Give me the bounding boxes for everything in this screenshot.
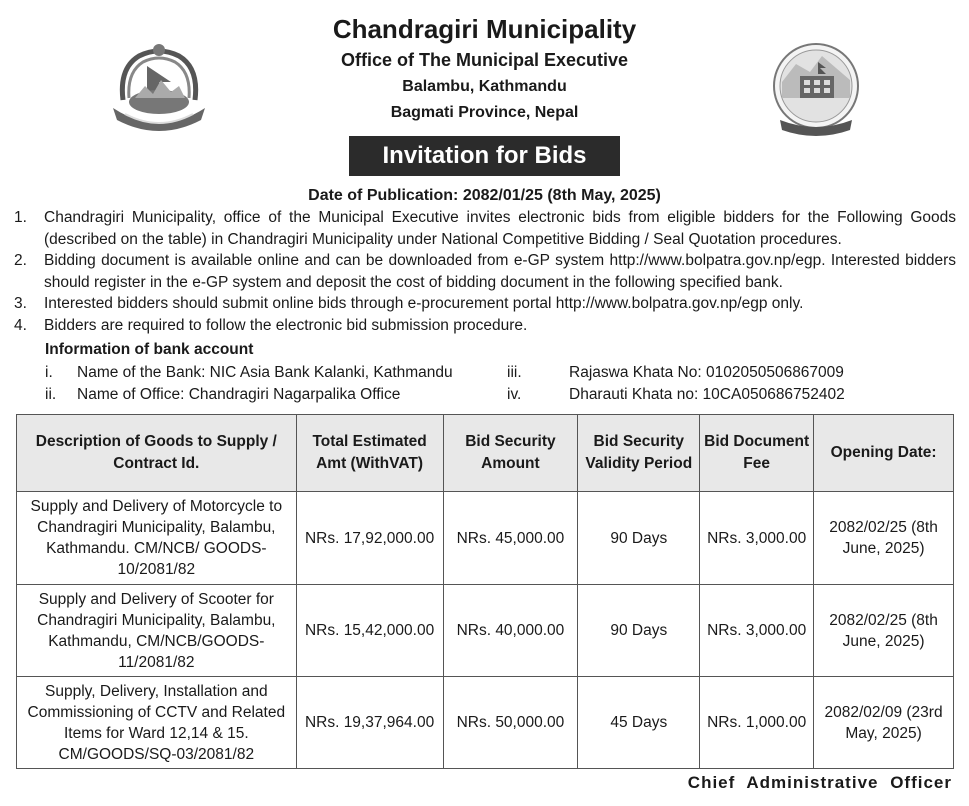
- bid-security-amount: NRs. 40,000.00: [443, 585, 578, 677]
- bank-item-text: Rajaswa Khata No: 0102050506867009: [569, 364, 844, 381]
- validity-period: 45 Days: [578, 677, 700, 769]
- opening-date: 2082/02/09 (23rd May, 2025): [814, 677, 954, 769]
- validity-period: 90 Days: [578, 492, 700, 585]
- opening-date: 2082/02/25 (8th June, 2025): [814, 492, 954, 585]
- column-header: Bid Security Validity Period: [578, 415, 700, 492]
- estimated-amount: NRs. 17,92,000.00: [296, 492, 443, 585]
- bank-item-text: Name of Office: Chandragiri Nagarpalika Office: [77, 386, 401, 403]
- bank-item-numeral: iii.: [507, 364, 522, 381]
- instruction-item: [14, 315, 956, 337]
- goods-description: Supply, Delivery, Installation and Commissioning of CCTV and Related Items for Ward 12,14 & 15. CM/GOODS/SQ-03/2081/82: [17, 677, 297, 769]
- org-name: Chandragiri Municipality: [332, 14, 637, 44]
- column-header: Total Estimated Amt (WithVAT): [296, 415, 443, 492]
- instruction-item: [14, 293, 956, 315]
- instruction-item: [14, 250, 956, 293]
- estimated-amount: NRs. 19,37,964.00: [296, 677, 443, 769]
- bank-info-item: [45, 385, 400, 405]
- goods-description: Supply and Delivery of Scooter for Chandragiri Municipality, Balambu, Kathmandu, CM/NCB/GOODS-11/2081/82: [17, 585, 297, 677]
- notice-header: [0, 12, 969, 126]
- bank-item-text: Name of the Bank: NIC Asia Bank Kalanki, Kathmandu: [77, 364, 453, 381]
- goods-description: Supply and Delivery of Motorcycle to Chandragiri Municipality, Balambu, Kathmandu. CM/NCB/ GOODS-10/2081/82: [17, 492, 297, 585]
- instruction-number: 3.: [14, 295, 27, 312]
- bid-security-amount: NRs. 45,000.00: [443, 492, 578, 585]
- table-row: [17, 492, 954, 585]
- instruction-item: [14, 207, 956, 250]
- address-line-1: Balambu, Kathmandu: [402, 78, 567, 95]
- bank-item-numeral: iv.: [507, 386, 522, 403]
- instructions-list: [14, 207, 956, 336]
- column-header: Bid Security Amount: [443, 415, 578, 492]
- publication-date: Date of Publication: 2082/01/25 (8th May, 2025): [308, 187, 661, 204]
- table-row: [17, 585, 954, 677]
- opening-date: 2082/02/25 (8th June, 2025): [814, 585, 954, 677]
- document-fee: NRs. 3,000.00: [700, 492, 814, 585]
- column-header: Bid Document Fee: [700, 415, 814, 492]
- table-row: [17, 677, 954, 769]
- bank-info-item: [45, 363, 453, 383]
- signatory-title: Chief Administrative Officer: [687, 773, 952, 792]
- bid-security-amount: NRs. 50,000.00: [443, 677, 578, 769]
- bank-item-numeral: i.: [45, 364, 53, 381]
- office-name: Office of The Municipal Executive: [340, 50, 629, 70]
- document-fee: NRs. 1,000.00: [700, 677, 814, 769]
- instruction-number: 4.: [14, 316, 27, 334]
- instruction-text: Chandragiri Municipality, office of the Municipal Executive invites electronic bids from eligible bidders for the Following Goods (described on the table) in Chandragiri Municipality under National Competitive Bidding / Seal Quotation procedures.: [44, 209, 956, 248]
- instruction-number: 2.: [14, 252, 27, 269]
- table-header-row: [17, 415, 954, 492]
- column-header: Opening Date:: [814, 415, 954, 492]
- instruction-text: Bidding document is available online and can be downloaded from e-GP system http://www.bolpatra.gov.np/egp. Interested bidders should register in the e-GP system and deposit the cost of bidding document in the following specified bank.: [44, 252, 956, 291]
- bank-info-heading: Information of bank account: [45, 341, 254, 358]
- document-fee: NRs. 3,000.00: [700, 585, 814, 677]
- instruction-text: Bidders are required to follow the electronic bid submission procedure.: [44, 316, 528, 334]
- bank-item-text: Dharauti Khata no: 10CA050686752402: [569, 386, 845, 403]
- estimated-amount: NRs. 15,42,000.00: [296, 585, 443, 677]
- notice-title: Invitation for Bids: [349, 136, 620, 176]
- bank-info-item: [507, 385, 845, 405]
- column-header: Description of Goods to Supply / Contract Id.: [17, 415, 297, 492]
- address-line-2: Bagmati Province, Nepal: [390, 104, 579, 121]
- instruction-number: 1.: [14, 209, 27, 226]
- bank-info-item: [507, 363, 844, 383]
- bids-table: [16, 414, 954, 769]
- validity-period: 90 Days: [578, 585, 700, 677]
- bank-item-numeral: ii.: [45, 386, 57, 403]
- instruction-text: Interested bidders should submit online bids through e-procurement portal http://www.bolpatra.gov.np/egp only.: [44, 295, 804, 312]
